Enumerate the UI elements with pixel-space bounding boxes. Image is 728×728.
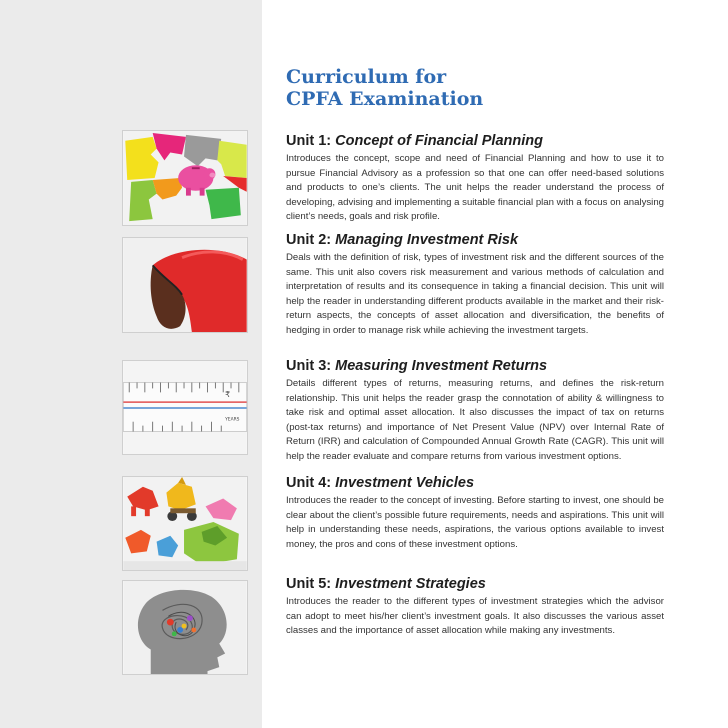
toy-animals-image	[122, 476, 248, 571]
unit-5-name: Investment Strategies	[335, 576, 486, 592]
title-line-1: Curriculum for	[286, 66, 447, 88]
unit-1-description: Introduces the concept, scope and need of Financial Planning and how to use it to pursue Financial Advisory as a profession so that one can offer need-based solutions and products to one’s clients. The unit helps the reader understand the process of developing, advising and implementing a suitable financial plan with a focus on analysing client’s needs, goals and risk profile.	[286, 153, 664, 223]
unit-4-description: Introduces the reader to the concept of investing. Before starting to invest, one should be clear about the client’s possible future requirements, needs and aspirations. This unit will help in understanding these needs, aspirations, the various options available to invest money, the pros and cons of these investment options.	[286, 495, 664, 550]
page-title	[286, 66, 706, 110]
unit-5-number: Unit 5:	[286, 576, 332, 592]
rupee-symbol: ₹	[225, 390, 231, 400]
title-line-2: CPFA Examination	[286, 88, 484, 110]
puzzle-piggy-bank-image	[122, 130, 248, 226]
red-helmet-image	[122, 237, 248, 333]
unit-3-description: Details different types of returns, measuring returns, and defines the risk-return relationship. This unit helps the reader grasp the connotation of ability & willingness to take risk and optimal asset allocation. It also discusses the impact of tax on returns (post-tax returns) and importance of Net Present Value (NPV) over Internal Rate of Return (IRR) and calculation of Compounded Annual Growth Rate (CAGR). This unit will help the reader evaluate and compare returns from various investment options.	[286, 378, 664, 462]
unit-4-section	[286, 475, 664, 552]
unit-4-number: Unit 4:	[286, 475, 332, 491]
unit-1-name: Concept of Financial Planning	[335, 133, 543, 149]
ruler-image	[122, 360, 248, 455]
unit-2-description: Deals with the definition of risk, types of investment risk and the different sources of the same. This unit also covers risk measurement and various methods of calculation and interpretation of results and its consequence in taking a financial decision. This unit will help the reader in understanding different products available in the market and their risk-return aspects, the concepts of asset allocation and diversification, the benefits of hedging in order to manage risk while achieving the investment targets.	[286, 252, 664, 336]
unit-1-number: Unit 1:	[286, 133, 332, 149]
unit-3-heading	[286, 358, 664, 375]
unit-4-name: Investment Vehicles	[335, 475, 475, 491]
unit-3-name: Measuring Investment Returns	[335, 358, 548, 374]
unit-2-number: Unit 2:	[286, 232, 332, 248]
ruler-years-label: YEARS	[225, 417, 240, 423]
head-scribble-image	[122, 580, 248, 675]
unit-4-heading	[286, 475, 664, 492]
unit-1-section	[286, 133, 664, 225]
unit-3-section	[286, 358, 664, 465]
unit-3-number: Unit 3:	[286, 358, 332, 374]
unit-5-description: Introduces the reader to the different types of investment strategies which the advisor can adopt to meet his/her client’s investment goals. It also discusses the various asset classes and the importance of asset allocation while making any investments.	[286, 596, 664, 637]
unit-2-name: Managing Investment Risk	[335, 232, 519, 248]
unit-2-heading	[286, 232, 664, 249]
unit-2-section	[286, 232, 664, 339]
unit-5-section	[286, 576, 664, 639]
unit-1-heading	[286, 133, 664, 150]
unit-5-heading	[286, 576, 664, 593]
